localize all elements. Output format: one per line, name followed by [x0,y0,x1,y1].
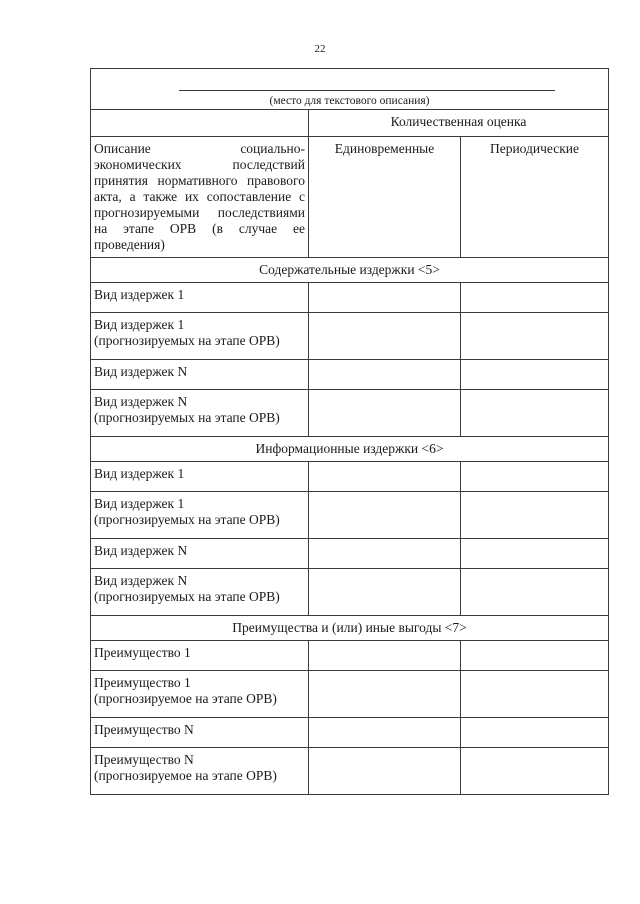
placeholder-underline [179,90,555,91]
one-time-value-cell [309,641,461,671]
periodic-value-cell [461,641,609,671]
cost-benefit-table [90,68,609,795]
row-label [91,748,309,795]
one-time-value-cell [309,462,461,492]
one-time-value-cell [309,718,461,748]
section-title: Информационные издержки <6> [91,437,609,462]
periodic-value-cell [461,748,609,795]
section-header-row [91,258,609,283]
table-row [91,360,609,390]
row-label [91,718,309,748]
row-label-line2: (прогнозируемое на этапе ОРВ) [94,768,277,783]
table-row [91,390,609,437]
table-row [91,462,609,492]
periodic-value-cell [461,390,609,437]
header-row-columns [91,137,609,258]
quantitative-assessment-header: Количественная оценка [309,110,609,137]
table-row [91,671,609,718]
row-label-line2: (прогнозируемых на этапе ОРВ) [94,410,280,425]
row-label [91,360,309,390]
table-row [91,569,609,616]
row-label [91,283,309,313]
row-label [91,492,309,539]
sections-body [91,258,609,795]
one-time-value-cell [309,569,461,616]
table-row [91,748,609,795]
one-time-value-cell [309,492,461,539]
one-time-value-cell [309,283,461,313]
placeholder-row [91,69,609,110]
table-row [91,718,609,748]
one-time-column-header: Единовременные [309,137,461,258]
periodic-value-cell [461,360,609,390]
header-row-quant [91,110,609,137]
periodic-value-cell [461,569,609,616]
row-label-line2: (прогнозируемых на этапе ОРВ) [94,512,280,527]
table-row [91,283,609,313]
periodic-value-cell [461,671,609,718]
row-label-line2: (прогнозируемое на этапе ОРВ) [94,691,277,706]
row-label-line1: Вид издержек 1 [94,287,185,302]
row-label [91,390,309,437]
row-label-line1: Вид издержек N [94,573,188,588]
row-label-line1: Преимущество N [94,722,194,737]
periodic-value-cell [461,462,609,492]
periodic-value-cell [461,718,609,748]
placeholder-caption: (место для текстового описания) [269,95,430,107]
section-header-row [91,616,609,641]
one-time-value-cell [309,360,461,390]
row-label-line2: (прогнозируемых на этапе ОРВ) [94,333,280,348]
row-label-line1: Вид издержек N [94,394,188,409]
one-time-value-cell [309,748,461,795]
one-time-value-cell [309,671,461,718]
one-time-value-cell [309,313,461,360]
table-row [91,313,609,360]
description-header: Описание социально-экономических последствий принятия нормативного правового акта, а также их сопоставление с прогнозируемыми последствиями на этапе ОРВ (в случае ее проведения) [91,137,309,258]
periodic-value-cell [461,313,609,360]
row-label-line1: Вид издержек 1 [94,496,185,511]
one-time-value-cell [309,539,461,569]
row-label-line1: Вид издержек N [94,364,188,379]
row-label-line2: (прогнозируемых на этапе ОРВ) [94,589,280,604]
row-label-line1: Преимущество 1 [94,675,191,690]
page-number: 22 [314,43,326,55]
row-label [91,462,309,492]
section-header-row [91,437,609,462]
section-title: Преимущества и (или) иные выгоды <7> [91,616,609,641]
row-label [91,539,309,569]
periodic-value-cell [461,492,609,539]
table-row [91,641,609,671]
row-label-line1: Преимущество N [94,752,194,767]
periodic-value-cell [461,539,609,569]
row-label-line1: Вид издержек 1 [94,466,185,481]
row-label [91,313,309,360]
section-title: Содержательные издержки <5> [91,258,609,283]
row-label [91,569,309,616]
row-label [91,641,309,671]
table-row [91,539,609,569]
table-row [91,492,609,539]
one-time-value-cell [309,390,461,437]
row-label-line1: Вид издержек 1 [94,317,185,332]
row-label-line1: Вид издержек N [94,543,188,558]
periodic-value-cell [461,283,609,313]
row-label-line1: Преимущество 1 [94,645,191,660]
row-label [91,671,309,718]
periodic-column-header: Периодические [461,137,609,258]
